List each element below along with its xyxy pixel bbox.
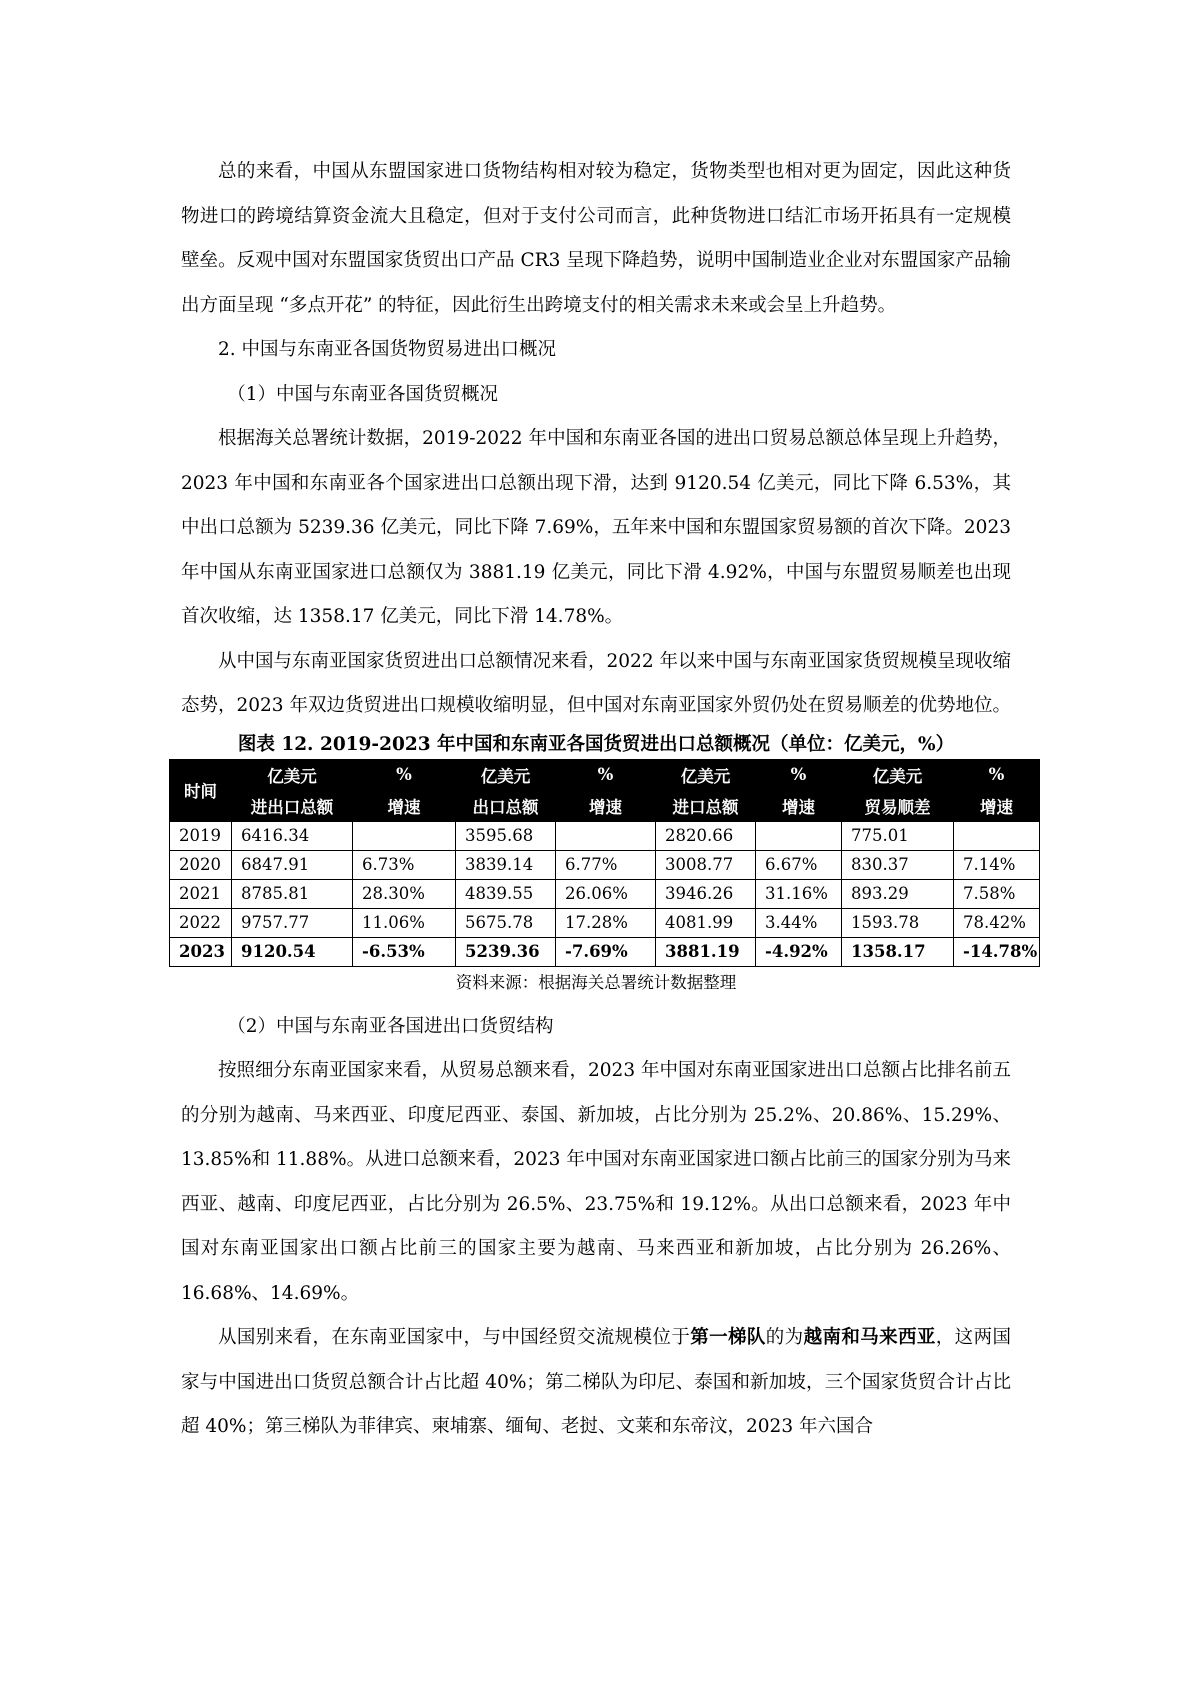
table-source: 资料来源：根据海关总署统计数据整理 <box>455 972 737 992</box>
trade-table <box>169 759 1040 967</box>
tiers-bold-countries: 越南和马来西亚 <box>803 1327 936 1348</box>
table-cell: 5675.78 <box>456 908 556 937</box>
section-heading: 2. 中国与东南亚各国货物贸易进出口概况 <box>218 339 557 360</box>
table-cell: 5239.36 <box>456 937 556 966</box>
table-cell: 8785.81 <box>232 879 353 908</box>
table-cell: 2820.66 <box>656 821 756 850</box>
table-cell: -6.53% <box>353 937 456 966</box>
table-cell: 6.67% <box>756 850 842 879</box>
table-cell: -14.78% <box>954 937 1040 966</box>
tiers-text: 的为 <box>765 1327 804 1348</box>
table-cell <box>353 821 456 850</box>
table-cell: 6416.34 <box>232 821 353 850</box>
table-cell <box>756 821 842 850</box>
table-cell: 28.30% <box>353 879 456 908</box>
paragraph-tiers <box>181 1316 1011 1450</box>
document-body <box>179 150 1038 1450</box>
table-cell: 3839.14 <box>456 850 556 879</box>
header-unit: 亿美元 <box>656 759 756 790</box>
table-cell: 9757.77 <box>232 908 353 937</box>
header-column: 增速 <box>353 790 456 821</box>
table-cell: 6.73% <box>353 850 456 879</box>
paragraph-trend: 从中国与东南亚国家货贸进出口总额情况来看，2022 年以来中国与东南亚国家货贸规模呈现收缩态势，2023 年双边货贸进出口规模收缩明显，但中国对东南亚国家外贸仍处在贸易顺差的优势地位。 <box>181 650 1011 716</box>
table-cell: 2020 <box>170 850 232 879</box>
table-cell: -4.92% <box>756 937 842 966</box>
header-column: 出口总额 <box>456 790 556 821</box>
table-cell: 7.14% <box>954 850 1040 879</box>
table-cell: 6.77% <box>556 850 656 879</box>
table-cell: 78.42% <box>954 908 1040 937</box>
table-cell: 7.58% <box>954 879 1040 908</box>
table-row <box>170 879 1040 908</box>
header-column: 进出口总额 <box>232 790 353 821</box>
paragraph-structure: 按照细分东南亚国家来看，从贸易总额来看，2023 年中国对东南亚国家进出口总额占比排名前五的分别为越南、马来西亚、印度尼西亚、泰国、新加坡，占比分别为 25.2%、20.86%、15.29%、13.85%和 11.88%。从进口总额来看，2023 年中国对东南亚国家进口额占比前三的国家分别为马来西亚、越南、印度尼西亚，占比分别为 26.5%、23.75%和 19.12%。从出口总额来看，2023 年中国对东南亚国家出口额占比前三的国家主要为越南、马来西亚和新加坡，占比分别为 26.26%、16.68%、14.69%。 <box>181 1060 1011 1304</box>
table-caption: 图表 12. 2019-2023 年中国和东南亚各国货贸进出口总额概况（单位：亿美元，%） <box>237 733 955 755</box>
table-cell: 2021 <box>170 879 232 908</box>
tiers-bold-first-tier: 第一梯队 <box>690 1327 766 1348</box>
table-row <box>170 908 1040 937</box>
table-cell: 3595.68 <box>456 821 556 850</box>
header-column: 增速 <box>756 790 842 821</box>
table-cell: 1593.78 <box>842 908 954 937</box>
header-column: 增速 <box>954 790 1040 821</box>
table-row <box>170 850 1040 879</box>
table-cell: 26.06% <box>556 879 656 908</box>
table-cell: 3.44% <box>756 908 842 937</box>
header-unit: 亿美元 <box>842 759 954 790</box>
header-column: 增速 <box>556 790 656 821</box>
header-column: 贸易顺差 <box>842 790 954 821</box>
table-cell: 830.37 <box>842 850 954 879</box>
header-unit: % <box>353 759 456 790</box>
table-cell: 31.16% <box>756 879 842 908</box>
table-cell: 11.06% <box>353 908 456 937</box>
table-cell: 4081.99 <box>656 908 756 937</box>
table-cell: 1358.17 <box>842 937 954 966</box>
table-cell: 3008.77 <box>656 850 756 879</box>
tiers-text: 从国别来看，在东南亚国家中，与中国经贸交流规模位于 <box>218 1327 691 1348</box>
table-cell: -7.69% <box>556 937 656 966</box>
table-cell: 2022 <box>170 908 232 937</box>
table-cell: 9120.54 <box>232 937 353 966</box>
header-unit: 亿美元 <box>456 759 556 790</box>
table-cell: 3881.19 <box>656 937 756 966</box>
table-cell: 775.01 <box>842 821 954 850</box>
header-column: 进口总额 <box>656 790 756 821</box>
subheading-overview: （1）中国与东南亚各国货贸概况 <box>227 383 499 405</box>
table-cell: 4839.55 <box>456 879 556 908</box>
table-row-highlight <box>170 937 1040 966</box>
table-cell: 3946.26 <box>656 879 756 908</box>
header-unit: 亿美元 <box>232 759 353 790</box>
table-row <box>170 821 1040 850</box>
header-unit: % <box>556 759 656 790</box>
table-cell: 2023 <box>170 937 232 966</box>
table-cell <box>954 821 1040 850</box>
tiers-text: ，这两国家与中国进出口货贸总额合计占比超 40%；第二梯队为印尼、泰国和新加坡，三个国家货贸合计占比超 40%；第三梯队为菲律宾、柬埔寨、缅甸、老挝、文莱和东帝汶，2023 年六国合 <box>181 1327 1011 1437</box>
table-cell <box>556 821 656 850</box>
table-cell: 2019 <box>170 821 232 850</box>
table-cell: 6847.91 <box>232 850 353 879</box>
paragraph-stats: 根据海关总署统计数据，2019-2022 年中国和东南亚各国的进出口贸易总额总体呈现上升趋势，2023 年中国和东南亚各个国家进出口总额出现下滑，达到 9120.54 亿美元，同比下降 6.53%，其中出口总额为 5239.36 亿美元，同比下降 7.69%，五年来中国和东盟国家贸易额的首次下降。2023 年中国从东南亚国家进口总额仅为 3881.19 亿美元，同比下滑 4.92%，中国与东盟贸易顺差也出现首次收缩，达 1358.17 亿美元，同比下滑 14.78%。 <box>181 428 1011 627</box>
header-unit: % <box>756 759 842 790</box>
table-cell: 17.28% <box>556 908 656 937</box>
table-cell: 893.29 <box>842 879 954 908</box>
subheading-structure: （2）中国与东南亚各国进出口货贸结构 <box>227 1015 554 1037</box>
header-unit: % <box>954 759 1040 790</box>
paragraph-summary: 总的来看，中国从东盟国家进口货物结构相对较为稳定，货物类型也相对更为固定，因此这种货物进口的跨境结算资金流大且稳定，但对于支付公司而言，此种货物进口结汇市场开拓具有一定规模壁垒。反观中国对东盟国家货贸出口产品 CR3 呈现下降趋势，说明中国制造业企业对东盟国家产品输出方面呈现 “多点开花” 的特征，因此衍生出跨境支付的相关需求未来或会呈上升趋势。 <box>181 161 1011 316</box>
header-time: 时间 <box>170 759 232 821</box>
